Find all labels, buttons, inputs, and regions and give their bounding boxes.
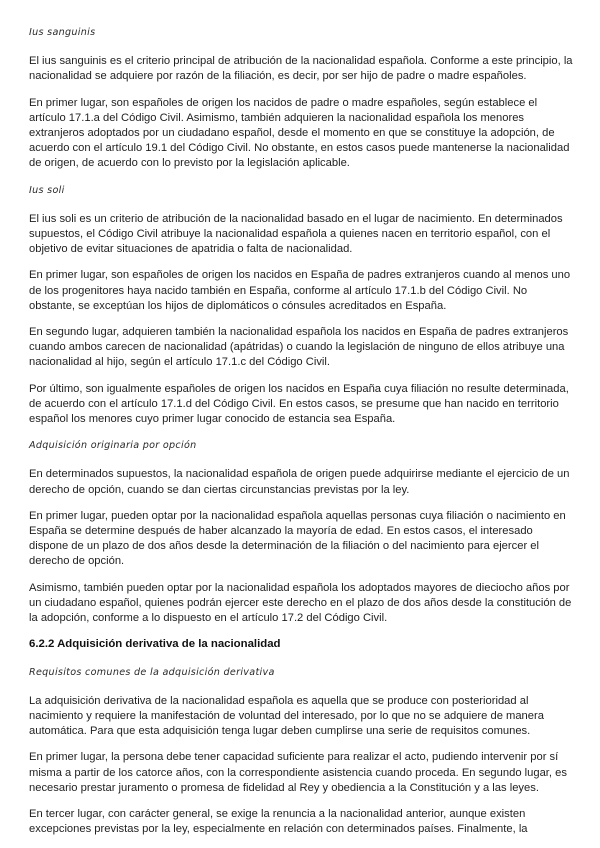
paragraph: En primer lugar, son españoles de origen los nacidos de padre o madre españoles, según establece el artículo 17.1.a del Código Civil. Asimismo, también adquieren la nacionalidad española los menores extranjeros adoptados por un ciudadano español, desde el momento en que se constituye la adopción, de acuerdo con el artículo 19.1 del Código Civil. No obstante, en estos casos puede mantenerse la nacionalidad de origen, de acuerdo con lo previsto por la legislación aplicable.: [29, 96, 570, 170]
paragraph: En primer lugar, la persona debe tener capacidad suficiente para realizar el acto, pudiendo intervenir por sí misma a partir de los catorce años, con la correspondiente asistencia cuando proceda. En segundo lugar, es necesario prestar juramento o promesa de fidelidad al Rey y obediencia a la Constitución y a las leyes.: [29, 751, 567, 794]
paragraph: El ius sanguinis es el criterio principal de atribución de la nacionalidad española. Conforme a este principio, la nacionalidad se adquiere por razón de la filiación, es decir, por ser hijo de padre o madre españoles.: [29, 55, 573, 83]
paragraph: Asimismo, también pueden optar por la nacionalidad española los adoptados mayores de dieciocho años por un ciudadano español, quienes podrán ejercer este derecho en el plazo de dos años desde la constitución de la adopción, conforme a lo dispuesto en el artículo 17.2 del Código Civil.: [29, 581, 572, 625]
paragraph: En tercer lugar, con carácter general, se exige la renuncia a la nacionalidad anterior, aunque existen excepciones previstas por la ley, especialmente en relación con determinados países. Finalmente, la: [29, 807, 528, 836]
paragraph: En primer lugar, son españoles de origen los nacidos en España de padres extranjeros cuando al menos uno de los progenitores haya nacido también en España, conforme al artículo 17.1.b del Código Civil. No obstante, se exceptúan los hijos de diplomáticos o cónsules acreditados en España.: [29, 269, 571, 312]
paragraph: La adquisición derivativa de la nacionalidad española es aquella que se produce con posterioridad al nacimiento y requiere la manifestación de voluntad del interesado, por lo que no se adquiere de manera automática. Para que esta adquisición tenga lugar deben cumplirse una serie de requisitos comunes.: [29, 694, 544, 738]
heading-ius-soli: Ius soli: [29, 184, 65, 196]
paragraph: Por último, son igualmente españoles de origen los nacidos en España cuya filiación no resulte determinada, de acuerdo con el artículo 17.1.d del Código Civil. En estos casos, se presume que han nacido en territorio español los menores cuyo primer lugar conocido de estancia sea España.: [29, 382, 569, 426]
document-page: [29, 25, 575, 848]
paragraph: En determinados supuestos, la nacionalidad española de origen puede adquirirse mediante el ejercicio de un derecho de opción, cuando se dan ciertas circunstancias previstas por la ley.: [29, 468, 570, 496]
heading-ius-sanguinis: Ius sanguinis: [29, 27, 96, 38]
paragraph: El ius soli es un criterio de atribución de la nacionalidad basado en el lugar de nacimiento. En determinados supuestos, el Código Civil atribuye la nacionalidad española a quienes nacen en territorio español, con el objetivo de evitar situaciones de apatridia o falta de nacionalidad.: [29, 212, 563, 256]
section-heading-6-2-2: 6.2.2 Adquisición derivativa de la nacionalidad: [29, 638, 281, 651]
paragraph: En segundo lugar, adquieren también la nacionalidad española los nacidos en España de padres extranjeros cuando ambos carecen de nacionalidad (apátridas) o cuando la legislación de ninguno de ellos atribuye una nacionalidad al hijo, según el artículo 17.1.c del Código Civil.: [29, 326, 569, 369]
heading-adquisicion-originaria: Adquisición originaria por opción: [29, 440, 197, 452]
paragraph: En primer lugar, pueden optar por la nacionalidad española aquellas personas cuya filiación o nacimiento en España se determine después de haber alcanzado la mayoría de edad. En estos casos, el interesado dispone de un plazo de dos años desde la determinación de la filiación o del nacimiento para ejercer el derecho de opción.: [29, 509, 566, 568]
heading-requisitos-comunes: Requisitos comunes de la adquisición derivativa: [29, 666, 275, 678]
